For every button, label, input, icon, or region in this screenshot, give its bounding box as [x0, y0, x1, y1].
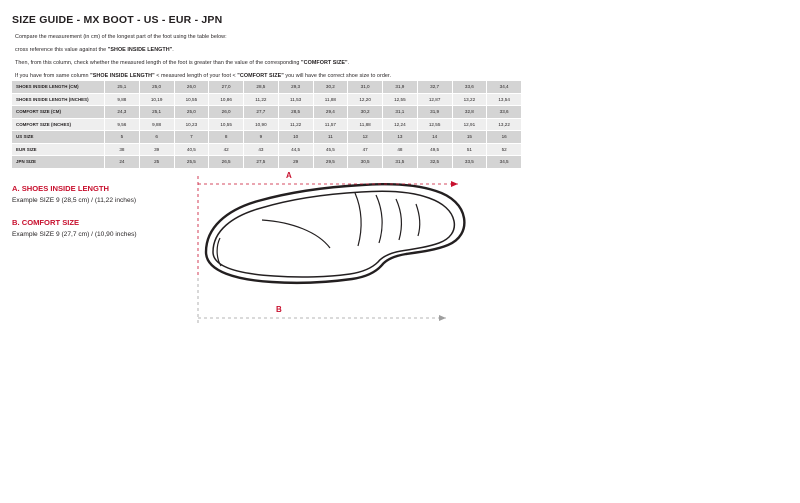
- table-row: [12, 131, 522, 144]
- table-row: [12, 106, 522, 119]
- table-cell: 9,88: [139, 118, 174, 131]
- foot-diagram: [180, 168, 510, 343]
- table-cell: 16: [487, 131, 522, 144]
- table-cell: 28,5: [244, 81, 279, 94]
- table-cell: 8: [209, 131, 244, 144]
- table-cell: 26,0: [209, 106, 244, 119]
- table-cell: 7: [174, 131, 209, 144]
- table-cell: 42: [209, 143, 244, 156]
- table-row-label: SHOES INSIDE LENGTH (INCHES): [12, 93, 105, 106]
- table-cell: 32,8: [452, 106, 487, 119]
- arrowhead-b: [439, 315, 446, 321]
- table-cell: 30,2: [313, 81, 348, 94]
- table-cell: 26,0: [174, 81, 209, 94]
- table-cell: 27,7: [244, 106, 279, 119]
- intro-line-3-a: Then, from this column, check whether the measured length of the foot is greater than the value of the corresponding: [15, 60, 302, 66]
- table-cell: 10,90: [244, 118, 279, 131]
- table-cell: 33,5: [452, 156, 487, 169]
- table-cell: 29,5: [313, 156, 348, 169]
- table-cell: 29,4: [313, 106, 348, 119]
- table-cell: 31,9: [383, 81, 418, 94]
- table-cell: 29: [278, 156, 313, 169]
- table-cell: 26,5: [209, 156, 244, 169]
- table-cell: 31,9: [417, 106, 452, 119]
- toe-line-3: [376, 195, 382, 243]
- toe-line-2: [396, 199, 401, 240]
- intro-line-4-b: "SHOE INSIDE LENGTH": [90, 73, 155, 79]
- intro-line-4-c: < measured length of your foot <: [154, 73, 238, 79]
- table-cell: 43: [244, 143, 279, 156]
- table-cell: 11,22: [244, 93, 279, 106]
- intro-line-1: [15, 33, 575, 42]
- table-row-label: US SIZE: [12, 131, 105, 144]
- table-cell: 27,5: [244, 156, 279, 169]
- table-cell: 9,56: [105, 118, 140, 131]
- table-cell: 48: [383, 143, 418, 156]
- table-cell: 34,5: [487, 156, 522, 169]
- table-cell: 30,5: [348, 156, 383, 169]
- table-cell: 51: [452, 143, 487, 156]
- table-cell: 49,5: [417, 143, 452, 156]
- intro-line-2-c: .: [172, 47, 174, 53]
- table-cell: 39: [139, 143, 174, 156]
- table-cell: 28,5: [278, 106, 313, 119]
- table-cell: 25,0: [174, 106, 209, 119]
- legend-a-example: Example SIZE 9 (28,5 cm) / (11,22 inches): [12, 197, 137, 204]
- table-cell: 5: [105, 131, 140, 144]
- table-cell: 13,54: [487, 93, 522, 106]
- table-cell: 11,22: [278, 118, 313, 131]
- table-cell: 9: [244, 131, 279, 144]
- table-cell: 24: [105, 156, 140, 169]
- table-cell: 33,6: [487, 106, 522, 119]
- table-cell: 14: [417, 131, 452, 144]
- table-cell: 15: [452, 131, 487, 144]
- table-cell: 25,1: [105, 81, 140, 94]
- legend-b-example: Example SIZE 9 (27,7 cm) / (10,90 inches): [12, 231, 137, 238]
- table-cell: 12,55: [417, 118, 452, 131]
- table-row-label: COMFORT SIZE (INCHES): [12, 118, 105, 131]
- table-cell: 52: [487, 143, 522, 156]
- table-cell: 11,57: [313, 118, 348, 131]
- table-cell: 45,5: [313, 143, 348, 156]
- table-cell: 25,0: [139, 81, 174, 94]
- table-row: [12, 118, 522, 131]
- arrowhead-a: [451, 181, 458, 187]
- intro-line-4-e: you will have the correct shoe size to order.: [283, 73, 392, 79]
- table-cell: 12,87: [417, 93, 452, 106]
- table-row-label: SHOES INSIDE LENGTH (CM): [12, 81, 105, 94]
- table-cell: 11,88: [313, 93, 348, 106]
- table-cell: 12,20: [348, 93, 383, 106]
- intro-line-3: [15, 59, 575, 68]
- table-cell: 25: [139, 156, 174, 169]
- intro-line-2-b: "SHOE INSIDE LENGTH": [107, 47, 173, 53]
- toe-line-4: [355, 193, 361, 246]
- table-cell: 40,5: [174, 143, 209, 156]
- table-cell: 9,88: [105, 93, 140, 106]
- table-row-label: EUR SIZE: [12, 143, 105, 156]
- intro-line-4-a: If you have from same column: [15, 73, 91, 79]
- legend-a-label: A. SHOES INSIDE LENGTH: [12, 184, 110, 193]
- shoe-inside-outline: [206, 184, 464, 283]
- table-cell: 33,6: [452, 81, 487, 94]
- table-cell: 13,22: [452, 93, 487, 106]
- table-row: [12, 143, 522, 156]
- table-cell: 10,55: [174, 93, 209, 106]
- table-cell: 47: [348, 143, 383, 156]
- toe-line-1: [416, 204, 420, 236]
- table-row: [12, 81, 522, 94]
- foot-outline-svg: [180, 168, 510, 343]
- size-table: [11, 80, 522, 169]
- table-cell: 10,86: [209, 93, 244, 106]
- table-row: [12, 156, 522, 169]
- table-cell: 38: [105, 143, 140, 156]
- page-title: SIZE GUIDE - MX BOOT - US - EUR - JPN: [12, 14, 223, 26]
- table-cell: 13,22: [487, 118, 522, 131]
- intro-line-3-c: .: [347, 60, 350, 66]
- marker-a-label: A: [286, 171, 292, 180]
- table-cell: 12: [348, 131, 383, 144]
- table-cell: 12,91: [452, 118, 487, 131]
- intro-line-4-d: "COMFORT SIZE": [237, 73, 284, 79]
- table-cell: 44,5: [278, 143, 313, 156]
- table-cell: 31,1: [383, 106, 418, 119]
- table-cell: 6: [139, 131, 174, 144]
- table-row-label: JPN SIZE: [12, 156, 105, 169]
- intro-text: [15, 33, 575, 81]
- table-cell: 25,1: [139, 106, 174, 119]
- table-cell: 10,55: [209, 118, 244, 131]
- table-cell: 10: [278, 131, 313, 144]
- intro-line-3-b: "COMFORT SIZE": [301, 60, 348, 66]
- legend-b-label: B. COMFORT SIZE: [12, 218, 80, 227]
- table-cell: 11,53: [278, 93, 313, 106]
- table-cell: 34,4: [487, 81, 522, 94]
- table-cell: 32,7: [417, 81, 452, 94]
- table-cell: 30,2: [348, 106, 383, 119]
- table-cell: 12,24: [383, 118, 418, 131]
- size-table-container: [11, 80, 522, 169]
- intro-line-1-text: Compare the measurement (in cm) of the longest part of the foot using the table below:: [15, 34, 227, 40]
- intro-line-2: [15, 46, 575, 55]
- table-cell: 31,0: [348, 81, 383, 94]
- table-row: [12, 93, 522, 106]
- table-cell: 11: [313, 131, 348, 144]
- table-cell: 11,88: [348, 118, 383, 131]
- table-cell: 25,5: [174, 156, 209, 169]
- table-cell: 27,0: [209, 81, 244, 94]
- marker-b-label: B: [276, 305, 282, 314]
- table-cell: 10,23: [174, 118, 209, 131]
- arch-line: [262, 220, 330, 248]
- table-cell: 13: [383, 131, 418, 144]
- table-cell: 12,55: [383, 93, 418, 106]
- table-cell: 32,5: [417, 156, 452, 169]
- table-cell: 31,5: [383, 156, 418, 169]
- table-cell: 10,19: [139, 93, 174, 106]
- table-cell: 24,3: [105, 106, 140, 119]
- intro-line-2-a: cross reference this value against the: [15, 47, 108, 53]
- table-row-label: COMFORT SIZE (CM): [12, 106, 105, 119]
- table-cell: 29,3: [278, 81, 313, 94]
